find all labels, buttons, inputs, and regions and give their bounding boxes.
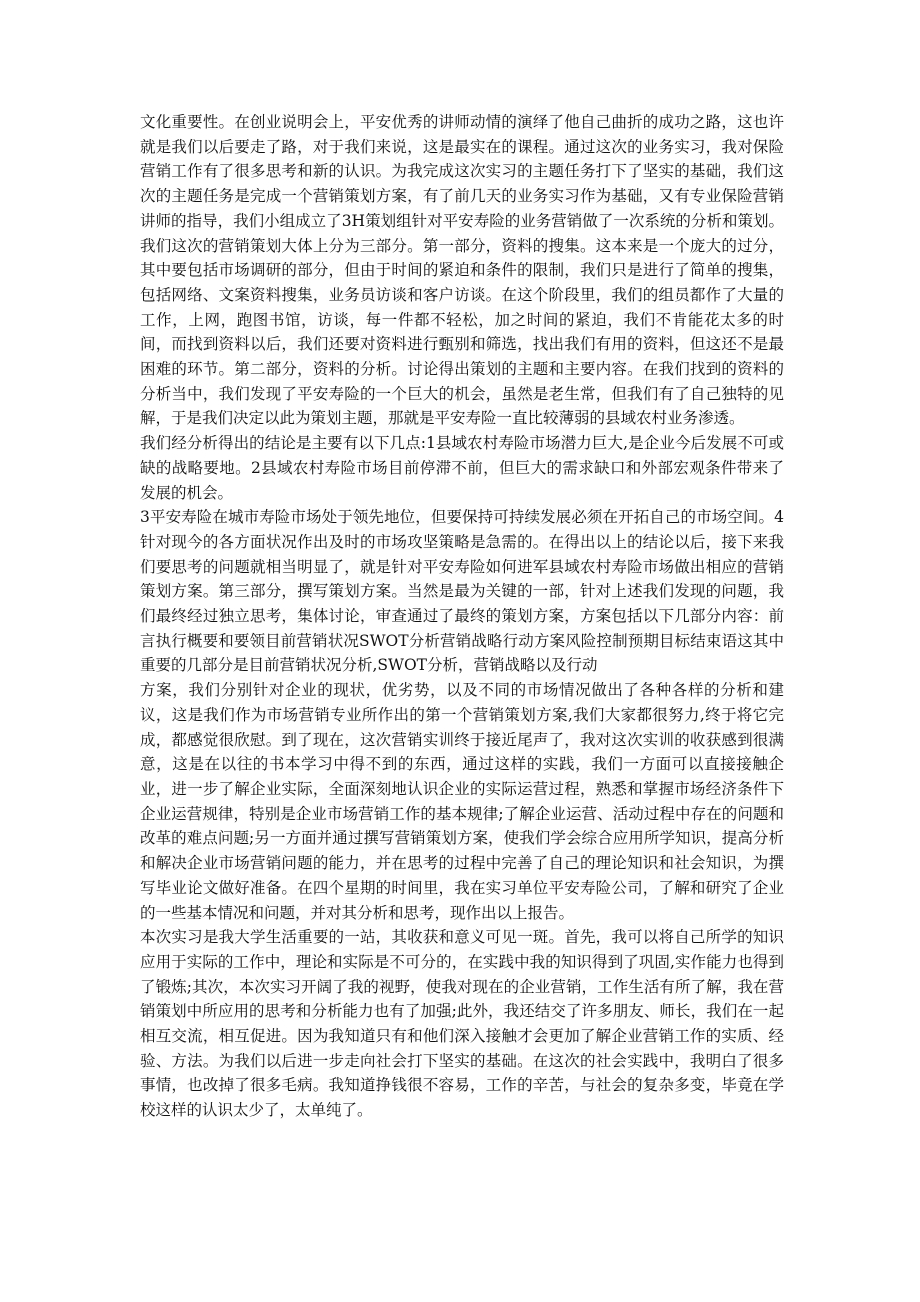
paragraph-5: 本次实习是我大学生活重要的一站，其收获和意义可见一斑。首先，我可以将自己所学的知识应用于实际的工作中，理论和实际是不可分的，在实践中我的知识得到了巩固,实作能力也得到了锻炼;其次，本次实习开阔了我的视野，使我对现在的企业营销，工作生活有所了解，我在营销策划中所应用的思考和分析能力也有了加强;此外，我还结交了许多朋友、师长，我们在一起相互交流，相互促进。因为我知道只有和他们深入接触才会更加了解企业营销工作的实质、经验、方法。为我们以后进一步走向社会打下坚实的基础。在这次的社会实践中，我明白了很多事情，也改掉了很多毛病。我知道挣钱很不容易，工作的辛苦，与社会的复杂多变，毕竟在学校这样的认识太少了，太单纯了。 — [140, 928, 784, 1120]
paragraph-1: 文化重要性。在创业说明会上，平安优秀的讲师动情的演绎了他自己曲折的成功之路，这也许就是我们以后要走了路，对于我们来说，这是最实在的课程。通过这次的业务实习，我对保险营销工作有了很多思考和新的认识。为我完成这次实习的主题任务打下了坚实的基础，我们这次的主题任务是完成一个营销策划方案，有了前几天的业务实习作为基础，又有专业保险营销讲师的指导，我们小组成立了3H策划组针对平安寿险的业务营销做了一次系统的分析和策划。我们这次的营销策划大体上分为三部分。第一部分，资料的搜集。这本来是一个庞大的过分，其中要包括市场调研的部分，但由于时间的紧迫和条件的限制，我们只是进行了简单的搜集，包括网络、文案资料搜集，业务员访谈和客户访谈。在这个阶段里，我们的组员都作了大量的工作，上网，跑图书馆，访谈，每一件都不轻松，加之时间的紧迫，我们不肯能花太多的时间，而找到资料以后，我们还要对资料进行甄别和筛选，找出我们有用的资料，但这还不是最困难的环节。第二部分，资料的分析。讨论得出策划的主题和主要内容。在我们找到的资料的分析当中，我们发现了平安寿险的一个巨大的机会，虽然是老生常，但我们有了自己独特的见解，于是我们决定以此为策划主题，那就是平安寿险一直比较薄弱的县域农村业务渗透。 — [140, 113, 784, 428]
paragraph-3: 3平安寿险在城市寿险市场处于领先地位，但要保持可持续发展必须在开拓自己的市场空间。4针对现今的各方面状况作出及时的市场攻坚策略是急需的。在得出以上的结论以后，接下来我们要思考的问题就相当明显了，就是针对平安寿险如何进军县域农村寿险市场做出相应的营销策划方案。第三部分，撰写策划方案。当然是最为关键的一部，针对上述我们发现的问题，我们最终经过独立思考，集体讨论，审查通过了最终的策划方案，方案包括以下几部分内容：前言执行概要和要领目前营销状况SWOT分析营销战略行动方案风险控制预期目标结束语这其中重要的几部分是目前营销状况分析,SWOT分析，营销战略以及行动 — [140, 508, 784, 675]
document-body — [140, 110, 784, 1123]
paragraph-4: 方案，我们分别针对企业的现状，优劣势，以及不同的市场情况做出了各种各样的分析和建议，这是我们作为市场营销专业所作出的第一个营销策划方案,我们大家都很努力,终于将它完成，都感觉很欣慰。到了现在，这次营销实训终于接近尾声了，我对这次实训的收获感到很满意，这是在以往的书本学习中得不到的东西，通过这样的实践，我们一方面可以直接接触企业，进一步了解企业实际，全面深刻地认识企业的实际运营过程，熟悉和掌握市场经济条件下企业运营规律，特别是企业市场营销工作的基本规律;了解企业运营、活动过程中存在的问题和改革的难点问题;另一方面并通过撰写营销策划方案，使我们学会综合应用所学知识，提高分析和解决企业市场营销问题的能力，并在思考的过程中完善了自己的理论知识和社会知识，为撰写毕业论文做好准备。在四个星期的时间里，我在实习单位平安寿险公司，了解和研究了企业的一些基本情况和问题，并对其分析和思考，现作出以上报告。 — [140, 681, 784, 922]
paragraph-2: 我们经分析得出的结论是主要有以下几点:1县域农村寿险市场潜力巨大,是企业今后发展不可或缺的战略要地。2县域农村寿险市场目前停滞不前，但巨大的需求缺口和外部宏观条件带来了发展的机会。 — [140, 434, 784, 502]
